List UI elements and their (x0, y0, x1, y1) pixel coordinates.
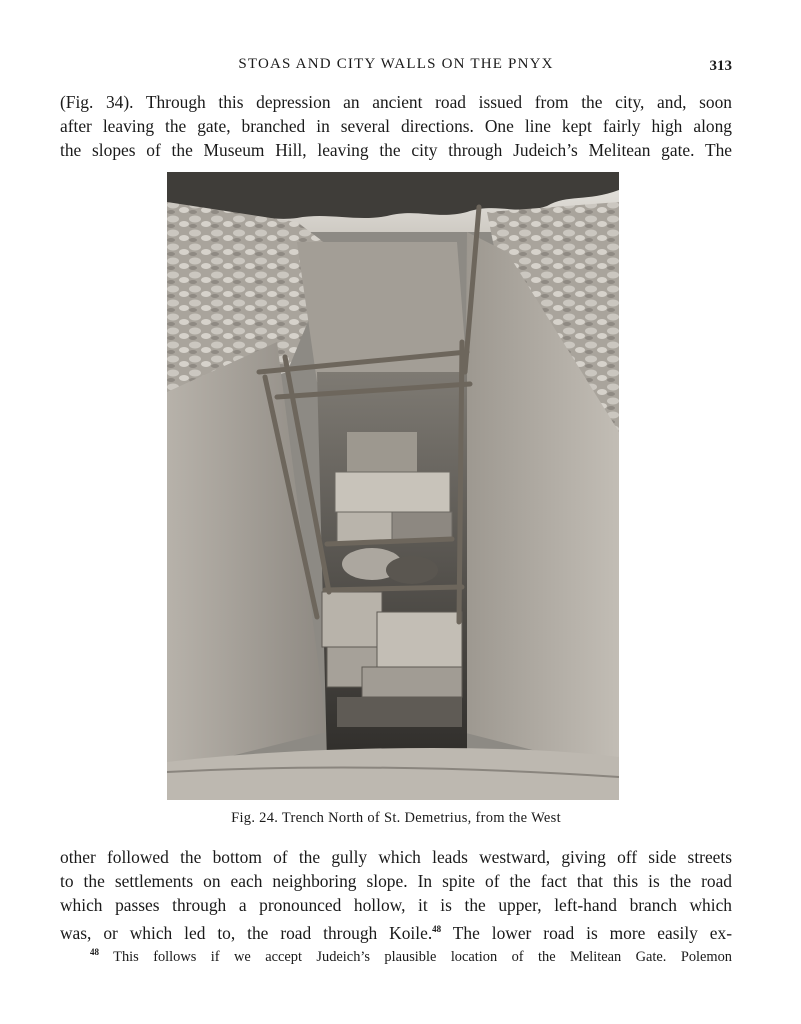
text-line: (Fig. 34). Through this depression an ancient road issued from the city, and, soon (60, 92, 732, 112)
body-paragraph-bottom (60, 845, 732, 945)
footnote-text: This follows if we accept Judeich’s plausible location of the Melitean Gate. Polemon (99, 948, 732, 965)
text-line: which passes through a pronounced hollow, it is the upper, left-hand branch which (60, 895, 732, 915)
page-number: 313 (709, 58, 732, 74)
footnote-reference: 48 (432, 924, 442, 934)
text-line: the slopes of the Museum Hill, leaving the city through Judeich’s Melitean gate. The (60, 140, 732, 160)
running-head (60, 56, 732, 78)
running-title: STOAS AND CITY WALLS ON THE PNYX (238, 56, 554, 72)
text-line: to the settlements on each neighboring slope. In spite of the fact that this is the road (60, 871, 732, 891)
text-line: other followed the bottom of the gully which leads westward, giving off side streets (60, 847, 732, 867)
footnote-number: 48 (90, 947, 99, 957)
text-after-ref: The lower road is more easily ex- (441, 922, 732, 943)
body-paragraph-top (60, 90, 732, 162)
footnote (90, 947, 732, 966)
text-line-with-ref (60, 917, 732, 945)
figure-caption: Fig. 24. Trench North of St. Demetrius, from the West (231, 810, 561, 826)
text-line: after leaving the gate, branched in several directions. One line kept fairly high along (60, 116, 732, 136)
trench-photo-image (167, 172, 619, 800)
text-before-ref: was, or which led to, the road through Koile. (60, 922, 433, 943)
trench-photograph (167, 172, 619, 800)
